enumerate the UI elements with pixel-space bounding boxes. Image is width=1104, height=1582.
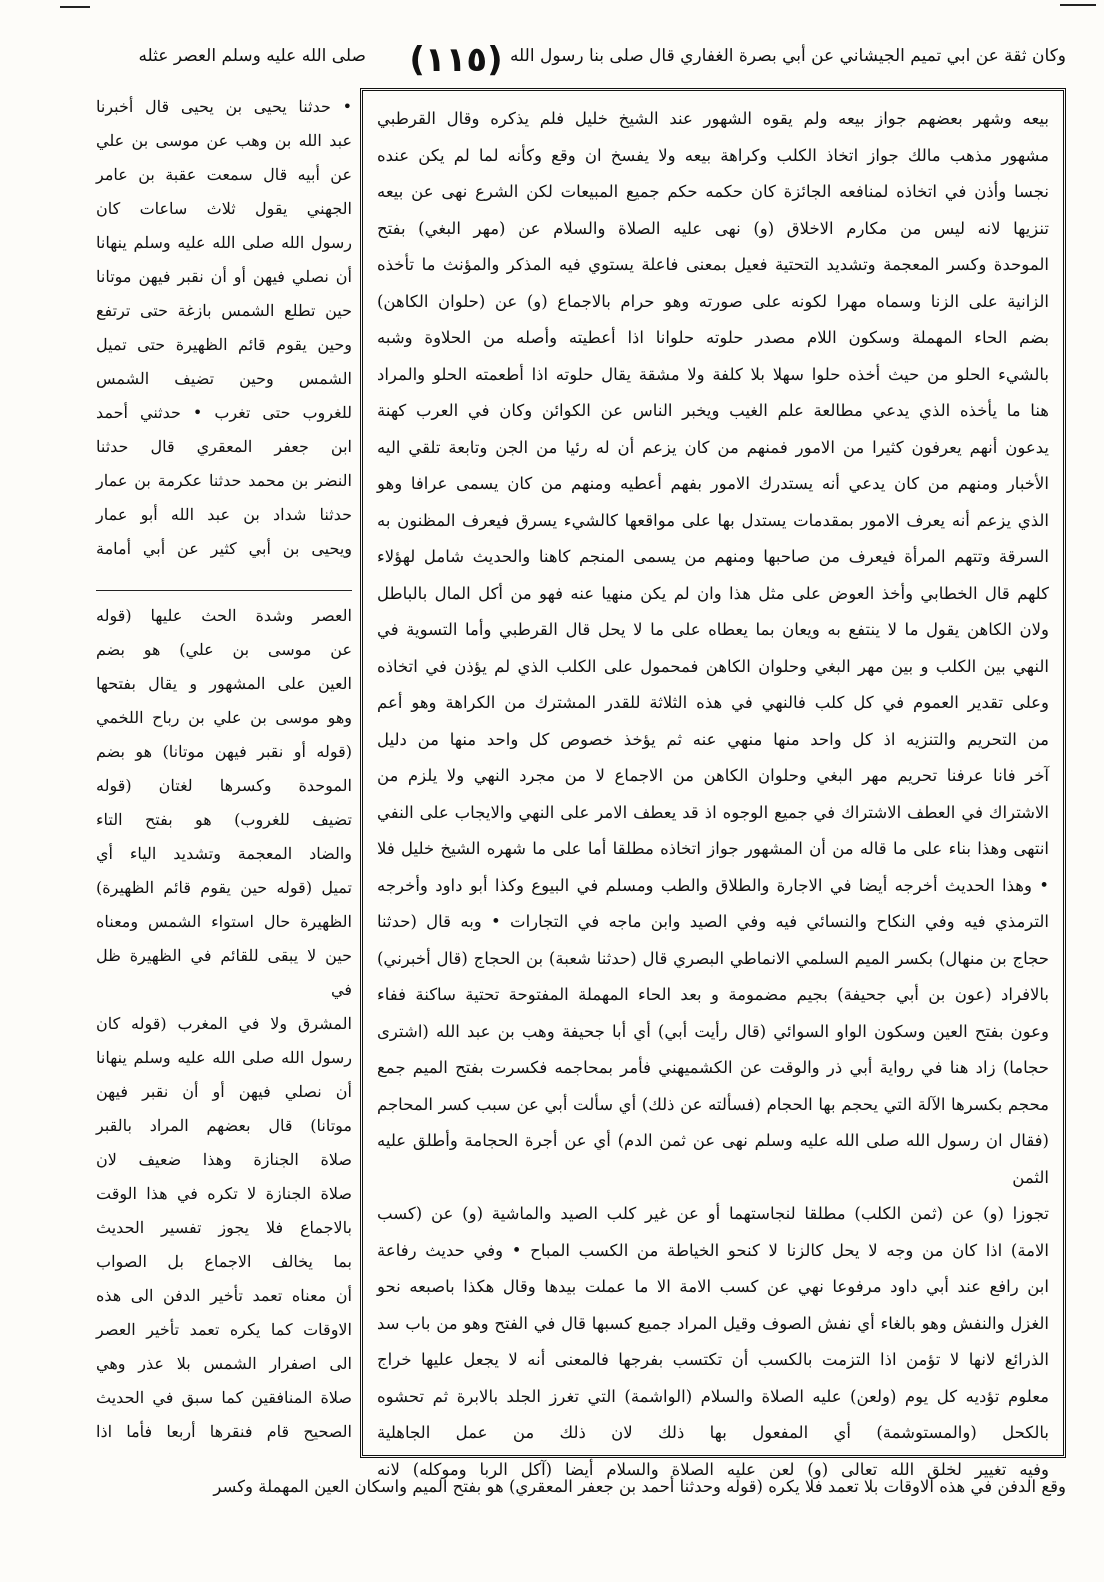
- commentary-line: هنا ما يأخذه الذي يدعي مطالعة علم الغيب ويخبر الناس عن الكوائن وكان في العرب كهنة: [377, 401, 1049, 420]
- commentary-line: بالكحل (والمستوشمة) أي المفعول بها ذلك لان ذلك من عمل الجاهلية: [377, 1423, 1049, 1442]
- commentary-line: كلهم قال الخطابي وأخذ العوض على مثل هذا وان لم يكن منهيا عنه فهو من أكل المال بالباطل: [377, 583, 1049, 603]
- note-line: صلاة الجنازة لا تكره في هذا الوقت: [96, 1184, 352, 1203]
- commentary-line: بالافراد (عون بن أبي جحيفة) بجيم مضمومة و بعد الحاء المهملة المفتوحة تحتية ساكنة ففاء: [377, 985, 1049, 1004]
- commentary-line: تنزيها لانه ليس من مكارم الاخلاق (و) نهى عليه الصلاة والسلام عن (مهر البغي) بفتح: [377, 218, 1049, 238]
- commentary-line: الاشتراك في العطف الاشتراك في جميع الوجوه اذ قد يعطف الامر على النهي والايجاب على النفي: [377, 802, 1049, 822]
- hadith-line: حين تطلع الشمس بازغة حتى ترتفع: [96, 301, 352, 320]
- commentary-line: من التحريم والتنزيه اذ كل واحد منها منهي عنه ثم يؤخذ خصوص كل واحد منها من دليل: [377, 729, 1049, 749]
- nawawi-notes: [96, 599, 352, 1475]
- hadith-line: عبد الله بن وهب عن موسى بن علي: [96, 131, 352, 150]
- commentary-line: معلوم تؤديه كل يوم (ولعن) عليه الصلاة والسلام (الواشمة) التي تغرز الجلد بالابرة ثم تحشوه: [377, 1386, 1049, 1406]
- note-line: الظهيرة حال استواء الشمس ومعناه: [96, 912, 352, 931]
- commentary-line: وعون بفتح العين وسكون الواو السوائي (قال رأيت أبي) أي أبا جحيفة وهب بن عبد الله (اشترى: [377, 1021, 1049, 1041]
- commentary-line: ابن رافع عند أبي داود مرفوعا نهي عن كسب الامة الا ما عملت بيدها وقال هكذا باصبعه نحو: [377, 1277, 1049, 1296]
- note-line: أن معناه تعمد تأخير الدفن الى هذه: [96, 1286, 352, 1305]
- hadith-line: ويحيى بن أبي كثير عن أبي أمامة: [96, 539, 352, 558]
- commentary-line: وعلى تقدير العموم في كل كلب فالنهي في هذه الثلاثة للقدر المشترك من الكراهة وهو أعم: [377, 693, 1049, 712]
- commentary-line: بضم الحاء المهملة وسكون اللام مصدر حلوته حلوانا اذا أعطيته وأصله من الحلاوة وشبه: [377, 328, 1049, 347]
- note-line: وهو موسى بن علي بن رباح اللخمي: [96, 708, 352, 727]
- note-line: تميل (قوله حين يقوم قائم الظهيرة): [96, 878, 352, 897]
- commentary-line: الأخبار ومنهم من كان يدعي أنه يستدرك الامور بفهم أعطيه ومنهم من كان يسمى عرافا وهو: [377, 474, 1049, 493]
- commentary-line: بالشيء الحلو من حيث أخذه حلوا سهلا بلا كلفة ولا مشقة يقال حلوته اذا أطعمته الحلو والمراد: [377, 364, 1049, 384]
- note-line: تضيف للغروب) هو بفتح التاء: [96, 810, 352, 829]
- commentary-line: مشهور مذهب مالك جواز اتخاذ الكلب وكراهة بيعه ولا يفسخ ان وقع وكأنه لما لم يكن عنده: [377, 145, 1049, 165]
- side-column: [96, 90, 352, 1480]
- note-line: الصحيح قام فنقرها أربعا فأما اذا: [96, 1422, 352, 1441]
- note-line: صلاة المنافقين كما سبق في الحديث: [96, 1388, 352, 1407]
- footer-note-line: وقع الدفن في هذه الاوقات بلا تعمد فلا يكره (قوله وحدثنا أحمد بن جعفر المعقري) هو بفتح الميم واسكان العين المهملة وكسر: [213, 1477, 1066, 1496]
- commentary-line: حجاما) زاد هنا في رواية أبي ذر والوقت عن الكشميهني فأمر بمحاجمه فكسرت بفتح الميم جمع: [377, 1058, 1049, 1077]
- column-divider: [96, 590, 352, 591]
- commentary-line: بيعه وشهر بعضهم جواز بيعه ولم يقوه الشهور عند الشيخ خليل فلم يذكره وقال القرطبي: [377, 109, 1049, 128]
- commentary-line: محجم بكسرها الآلة التي يحجم بها الحجام (فسألته عن ذلك) أي سألت أبي عن سبب كسر المحاجم: [377, 1094, 1049, 1114]
- note-line: العين على المشهور و يقال بفتحها: [96, 674, 352, 693]
- commentary-line: آخر فانا عرفنا تحريم مهر البغي وحلوان الكاهن من الاجماع لا من مجرد النهي ولا يلزم من: [377, 766, 1049, 785]
- commentary-frame: [360, 88, 1066, 1479]
- hadith-line: الشمس وحين تضيف الشمس: [96, 369, 352, 388]
- hadith-line: الجهني يقول ثلاث ساعات كان: [96, 199, 352, 218]
- note-line: والضاد المعجمة وتشديد الياء أي: [96, 844, 352, 863]
- commentary-text: [377, 101, 1049, 1488]
- commentary-line: انتهى وهذا بناء على ما قاله من أن المشهور جواز اتخاذه مطلقا أما على ما شهره الشيخ خليل فلا: [377, 839, 1049, 858]
- note-line: رسول الله صلى الله عليه وسلم ينهانا: [96, 1048, 352, 1067]
- commentary-line: يدعون أنهم يعرفون كثيرا من الامور فمنهم من كان يزعم أن له رئيا من الجن وتابعة تلقي اليه: [377, 437, 1049, 457]
- commentary-line: الذرائع لانها لا تؤمن اذا التزمت بالكسب أن تكتسب بفرجها فالمعنى أنه لا يجعل عليها خراج: [377, 1350, 1049, 1369]
- commentary-line: السرقة وتتهم المرأة فيعرف من صاحبها ومنهم من يسمى المنجم كاهنا والحديث شامل لهؤلاء: [377, 547, 1049, 566]
- commentary-line: وفيه تغيير لخلق الله تعالى (و) لعن عليه الصلاة والسلام أيضا (آكل الربا وموكله) لانه: [377, 1459, 1049, 1479]
- commentary-line: (فقال ان رسول الله صلى الله عليه وسلم نهى عن ثمن الدم) أي عن أجرة الحجامة وأطلق عليه الثمن: [377, 1131, 1049, 1187]
- note-line: الاوقات كما يكره تعمد تأخير العصر: [96, 1320, 352, 1339]
- scan-mark: [1060, 4, 1096, 6]
- note-line: الموحدة وكسرها لغتان (قوله: [96, 776, 352, 795]
- commentary-line: نجسا وأذن في اتخاذه لمنافعه الجائزة كان حكمه حكم جميع المبيعات لكن الشرع نهى عن بيعه: [377, 182, 1049, 201]
- note-line: أن نصلي فيهن أو أن نقبر فيهن: [96, 1082, 352, 1101]
- note-line: (قوله أو نقبر فيهن موتانا) هو بضم: [96, 742, 352, 761]
- header-hadith-continued: صلى الله عليه وسلم العصر عثله: [138, 46, 366, 66]
- commentary-line: • وهذا الحديث أخرجه أيضا في الاجارة والطلاق والطب ومسلم في البيوع وكذا أبو داود وأخرجه: [377, 875, 1049, 895]
- hadith-line: ابن جعفر المعقري قال حدثنا: [96, 437, 352, 456]
- commentary-line: الذي يزعم أنه يعرف الامور بمقدمات يستدل بها على مواقعها كالشيء يسرق فيعرف المظنون به: [377, 510, 1049, 530]
- commentary-line: الغزل والنفش وهو بالغاء أي نفش الصوف وقيل المراد جميع كسبها قال في الفتح وهو من باب سد: [377, 1313, 1049, 1333]
- hadith-line: وحين يقوم قائم الظهيرة حتى تميل: [96, 335, 352, 354]
- note-line: الى اصفرار الشمس بلا عذر وهي: [96, 1354, 352, 1373]
- note-line: صلاة الجنازة وهذا ضعيف لان: [96, 1150, 352, 1169]
- commentary-line: النهي بين الكلب و بين مهر البغي وحلوان الكاهن فمحمول على الكلب الذي لم يؤذن في اتخاذه: [377, 656, 1049, 676]
- hadith-line: أن نصلي فيهن أو أن نقبر فيهن موتانا: [96, 267, 352, 286]
- hadith-text: [96, 90, 352, 586]
- note-line: بما يخالف الاجماع بل الصواب: [96, 1252, 352, 1271]
- hadith-line: رسول الله صلى الله عليه وسلم ينهانا: [96, 233, 352, 252]
- note-line: بالاجماع فلا يجوز تفسير الحديث: [96, 1218, 352, 1237]
- note-line: حين لا يبقى للقائم في الظهيرة ظل في: [96, 946, 352, 999]
- commentary-line: حجاج بن منهال) بكسر الميم السلمي الانماطي البصري قال (حدثنا شعبة) بن الحجاج (قال أخبرني): [377, 948, 1049, 968]
- note-line: موتانا) قال بعضهم المراد بالقبر: [96, 1116, 352, 1135]
- header-hadith-start: وكان ثقة عن ابي تميم الجيشاني عن أبي بصرة الغفاري قال صلى بنا رسول الله: [509, 46, 1066, 66]
- commentary-line: الترمذي فيه وفي النكاح والنسائي فيه وفي الصيد وابن ماجه في التجارات • وبه قال (حدثنا: [377, 912, 1049, 931]
- hadith-line: حدثنا شداد بن عبد الله أبو عمار: [96, 505, 352, 524]
- page-number: (١١٥): [409, 40, 503, 80]
- commentary-line: الزانية على الزنا وسماه مهرا لكونه على صورته وهو حرام بالاجماع (و) عن (حلوان الكاهن): [377, 291, 1049, 311]
- commentary-line: الامة) اذا كان من وجه لا يحل كالزنا لا كنحو الخياطة من الكسب المباح • وفي حديث رفاعة: [377, 1240, 1049, 1260]
- commentary-line: تجوزا (و) عن (ثمن الكلب) مطلقا لنجاستهما أو عن غير كلب الصيد والماشية (و) عن (كسب: [377, 1204, 1049, 1223]
- hadith-line: للغروب حتى تغرب • حدثني أحمد: [96, 403, 352, 422]
- note-line: المشرق ولا في المغرب (قوله كان: [96, 1014, 352, 1033]
- commentary-line: ولان الكاهن يقول ما لا ينتفع به ويعان بما يعطاه على ما لا يحل قال القرطبي وأما التسوية في: [377, 620, 1049, 639]
- note-line: عن موسى بن علي) هو بضم: [96, 640, 352, 659]
- page-header: [36, 32, 1066, 90]
- scan-mark: [60, 6, 90, 8]
- hadith-line: النضر بن محمد حدثنا عكرمة بن عمار: [96, 471, 352, 490]
- note-line: العصر وشدة الحث عليها (قوله: [96, 606, 352, 625]
- commentary-line: الموحدة وكسر المعجمة وتشديد التحتية فعيل بمعنى فاعلة يستوي فيه المذكر والمؤنث ما تأخذه: [377, 255, 1049, 274]
- hadith-line: عن أبيه قال سمعت عقبة بن عامر: [96, 165, 352, 184]
- hadith-line: • حدثنا يحيى بن يحيى قال أخبرنا: [96, 97, 352, 116]
